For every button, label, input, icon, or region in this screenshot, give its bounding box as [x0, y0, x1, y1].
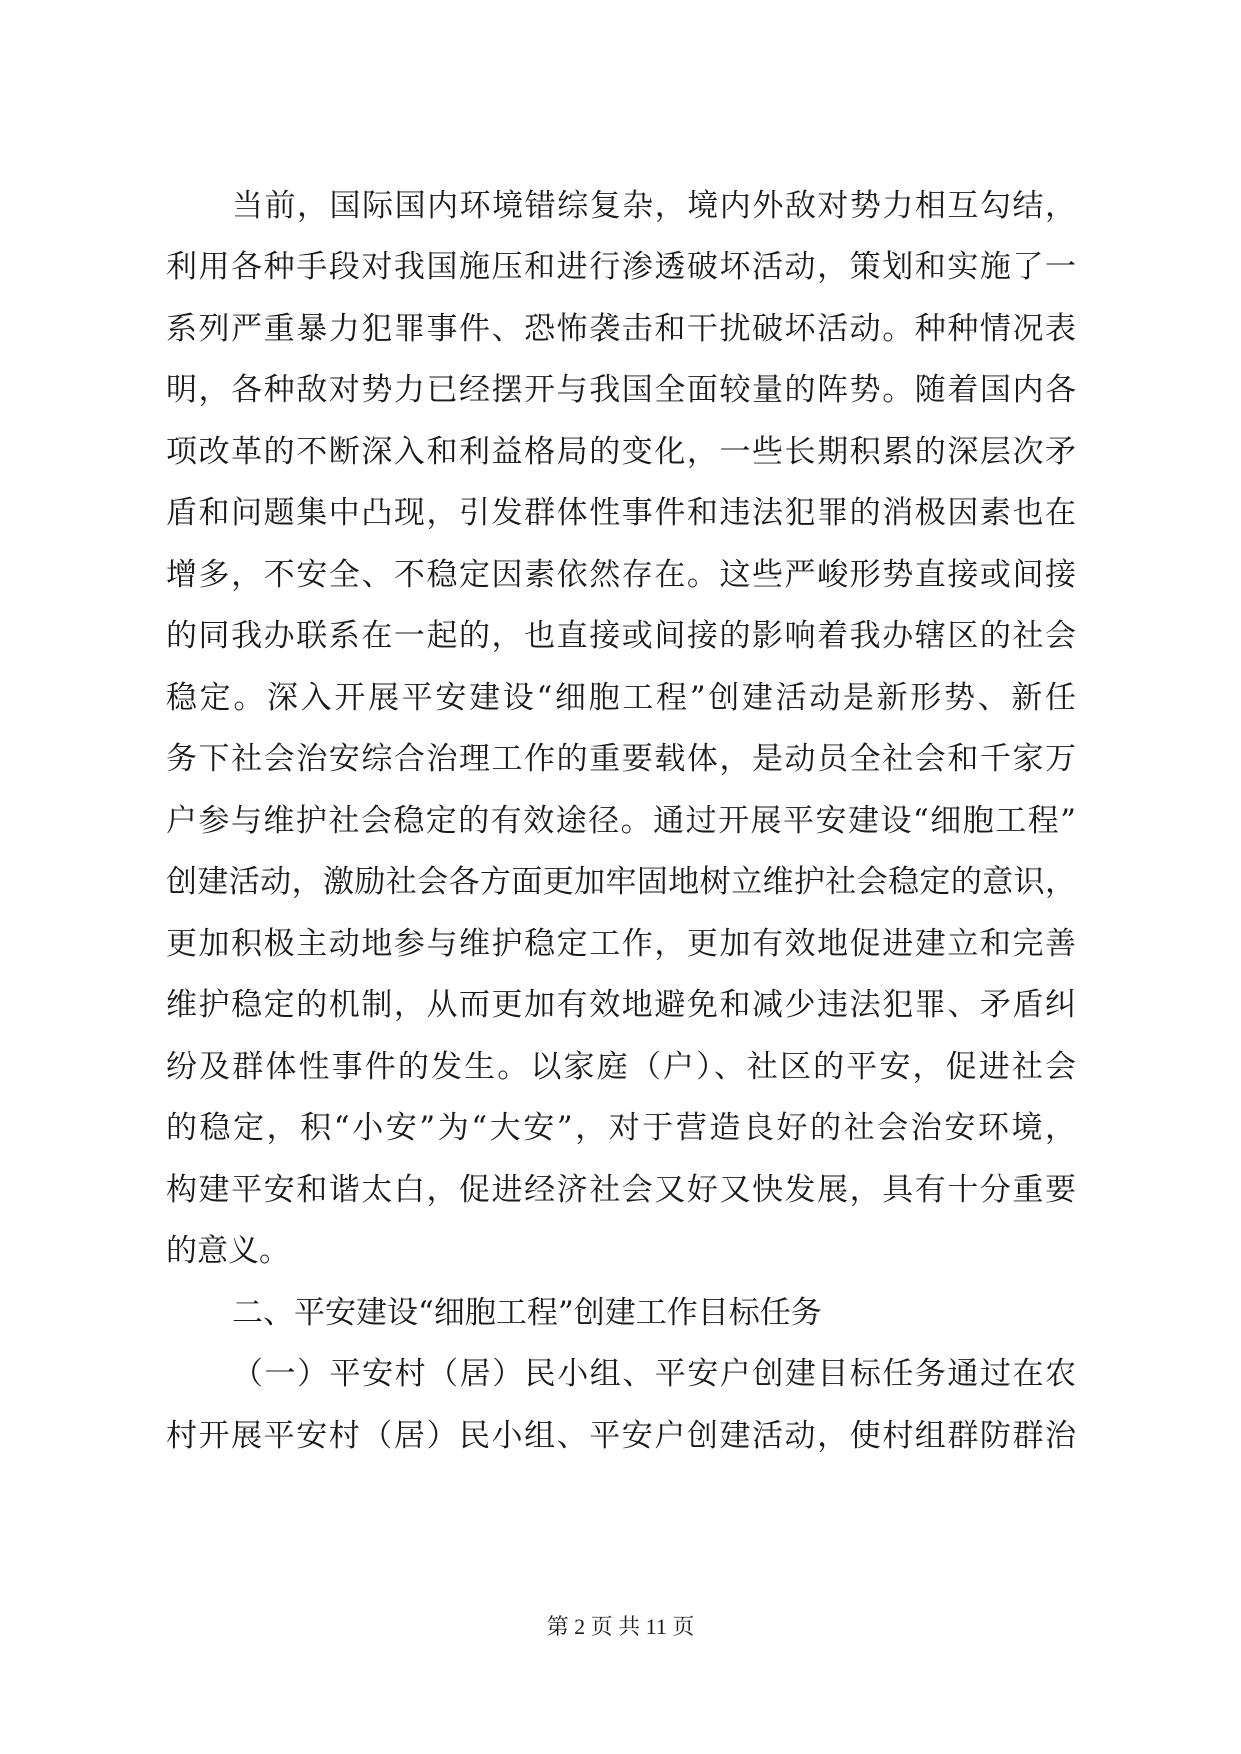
section-heading: 二、平安建设“细胞工程”创建工作目标任务 — [232, 1295, 822, 1331]
paragraph-line-16: 的稳定，积“小安”为“大安”，对于营造良好的社会治安环境， — [166, 1110, 1076, 1146]
paragraph-line-1: 当前，国际国内环境错综复杂，境内外敌对势力相互勾结， — [232, 188, 1076, 224]
paragraph-line-18: 的意义。 — [166, 1233, 290, 1269]
paragraph-line-3: 系列严重暴力犯罪事件、恐怖袭击和干扰破坏活动。种种情况表 — [166, 311, 1076, 347]
page-number-footer: 第 2 页 共 11 页 — [546, 1614, 695, 1639]
paragraph-line-14: 维护稳定的机制，从而更加有效地避免和减少违法犯罪、矛盾纠 — [166, 987, 1076, 1023]
paragraph-line-8: 的同我办联系在一起的，也直接或间接的影响着我办辖区的社会 — [166, 618, 1076, 654]
paragraph-line-2: 利用各种手段对我国施压和进行渗透破坏活动，策划和实施了一 — [166, 249, 1076, 285]
paragraph-line-10: 务下社会治安综合治理工作的重要载体，是动员全社会和千家万 — [166, 741, 1076, 777]
paragraph-line-5: 项改革的不断深入和利益格局的变化，一些长期积累的深层次矛 — [166, 434, 1076, 470]
paragraph-line-15: 纷及群体性事件的发生。以家庭（户）、社区的平安，促进社会 — [166, 1049, 1076, 1085]
subsection-line-2: 村开展平安村（居）民小组、平安户创建活动，使村组群防群治 — [166, 1418, 1076, 1454]
paragraph-line-9: 稳定。深入开展平安建设“细胞工程”创建活动是新形势、新任 — [166, 680, 1076, 716]
paragraph-line-4: 明，各种敌对势力已经摆开与我国全面较量的阵势。随着国内各 — [166, 372, 1076, 408]
subsection-line-1: （一）平安村（居）民小组、平安户创建目标任务通过在农 — [232, 1356, 1076, 1392]
paragraph-line-13: 更加积极主动地参与维护稳定工作，更加有效地促进建立和完善 — [166, 926, 1076, 962]
paragraph-line-7: 增多，不安全、不稳定因素依然存在。这些严峻形势直接或间接 — [166, 557, 1076, 593]
paragraph-line-17: 构建平安和谐太白，促进经济社会又好又快发展，具有十分重要 — [166, 1172, 1076, 1208]
paragraph-line-12: 创建活动，激励社会各方面更加牢固地树立维护社会稳定的意识， — [166, 864, 1076, 900]
paragraph-line-6: 盾和问题集中凸现，引发群体性事件和违法犯罪的消极因素也在 — [166, 495, 1076, 531]
paragraph-line-11: 户参与维护社会稳定的有效途径。通过开展平安建设“细胞工程” — [166, 803, 1076, 839]
